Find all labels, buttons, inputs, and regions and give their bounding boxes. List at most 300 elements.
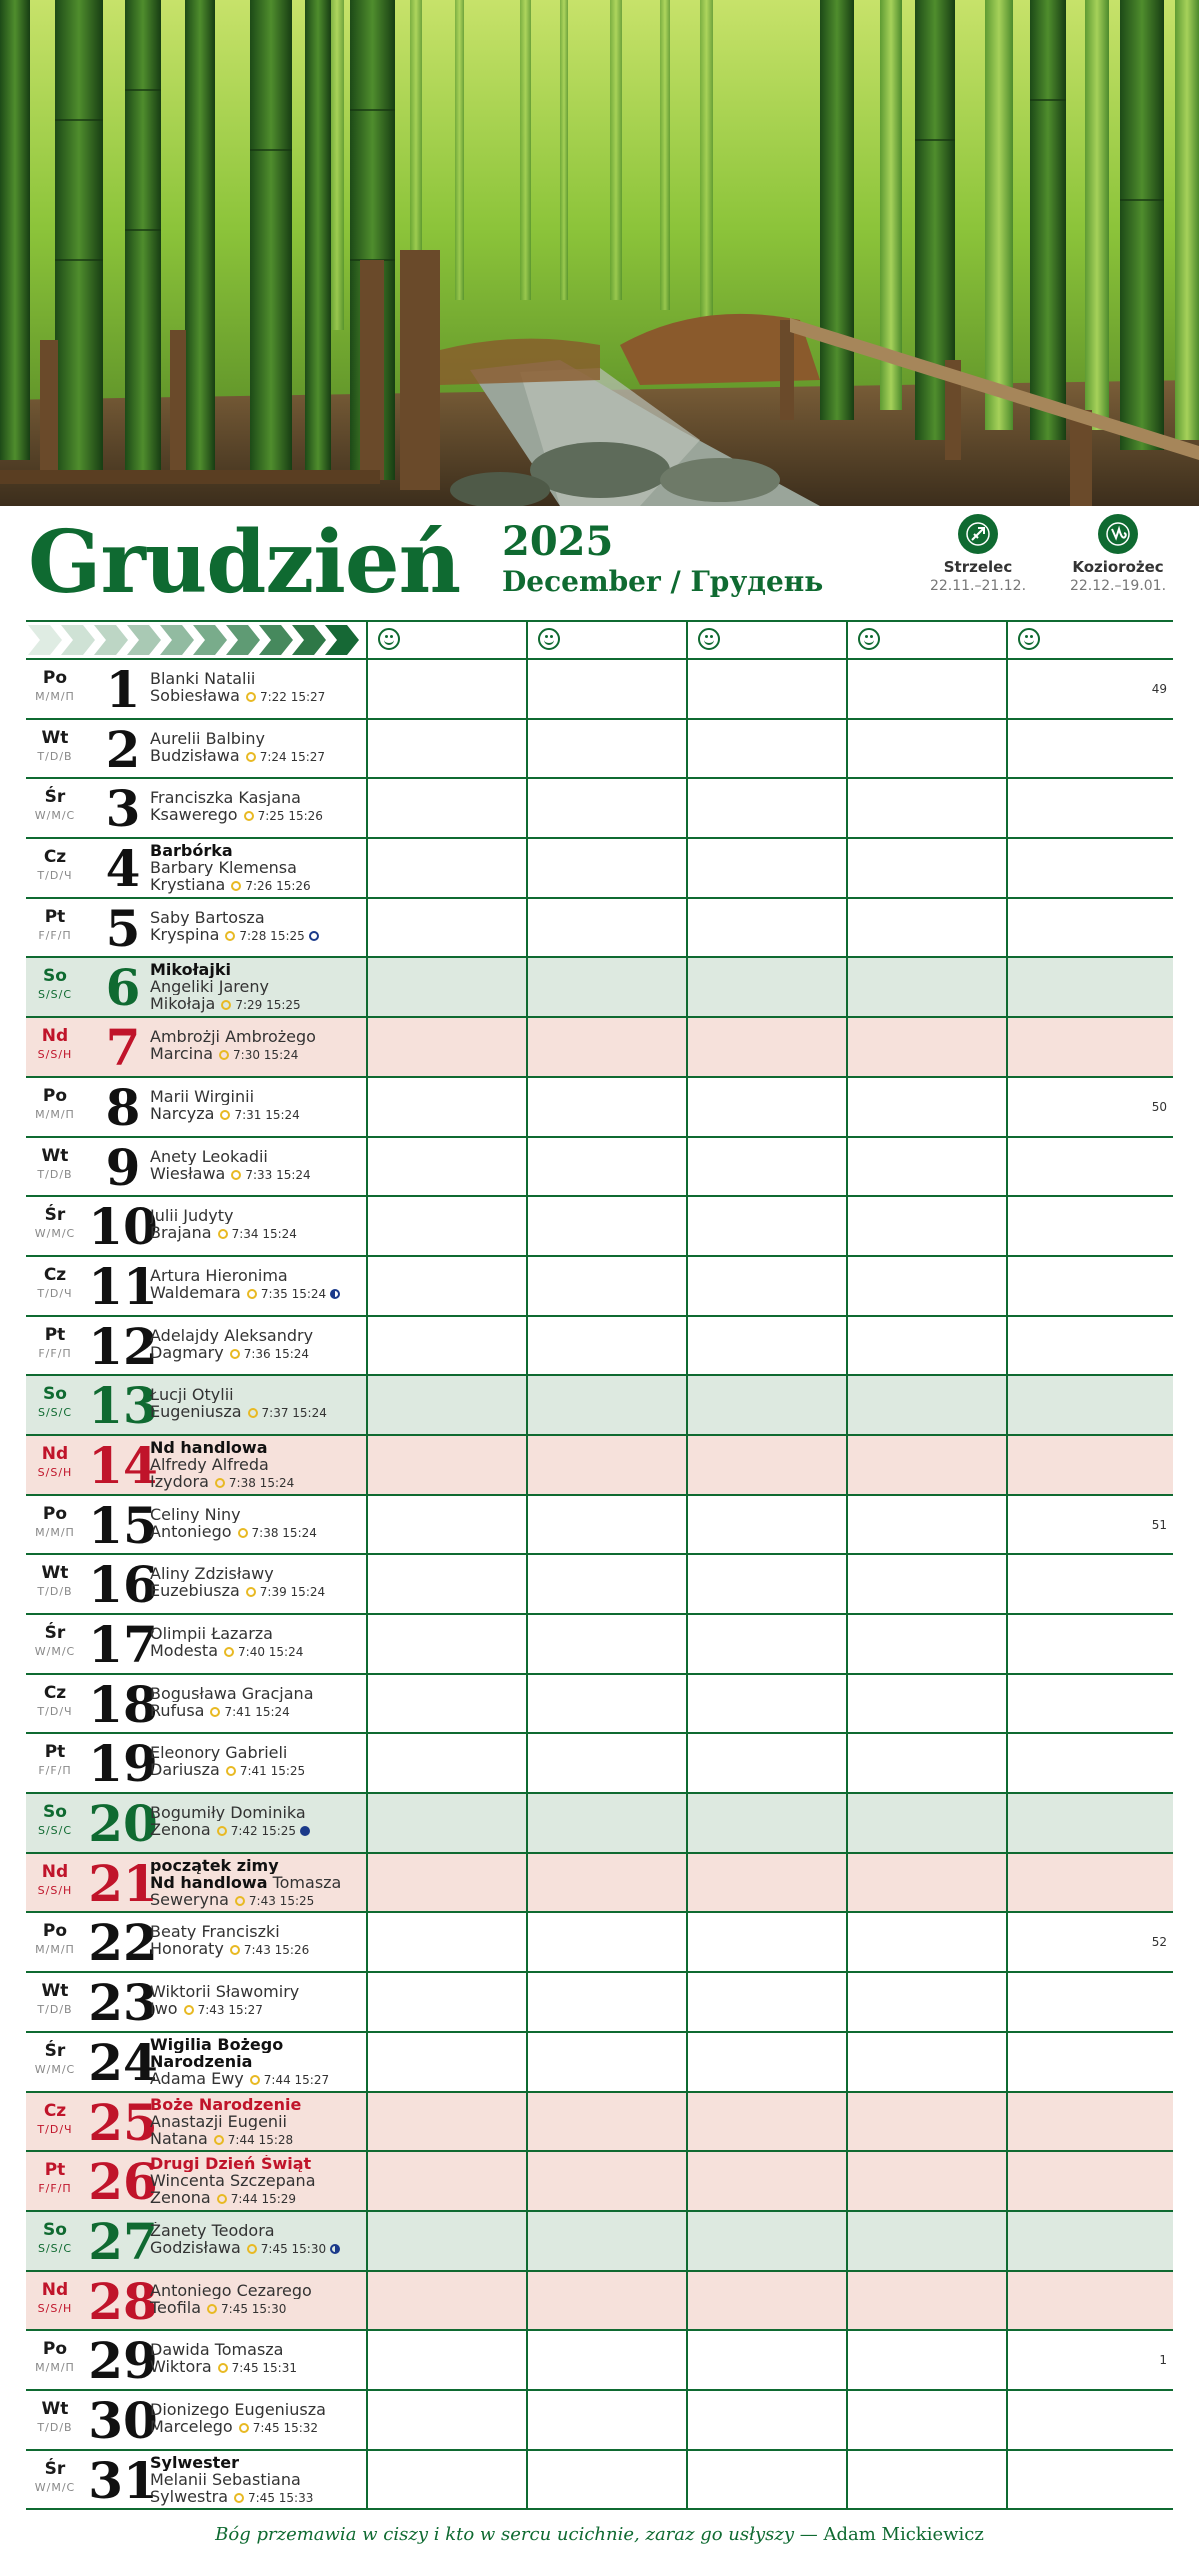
weekday-label xyxy=(32,1682,78,1718)
note-cell[interactable] xyxy=(686,1794,846,1852)
note-cell[interactable] xyxy=(1006,2033,1173,2091)
note-cell[interactable] xyxy=(846,1376,1006,1434)
holiday-label: początek zimy xyxy=(150,1856,279,1874)
note-cell[interactable] xyxy=(1006,1197,1173,1255)
day-row xyxy=(26,2093,1173,2153)
weekday-abbr: So xyxy=(43,1384,67,1405)
chevron-mark xyxy=(325,625,359,655)
note-cell[interactable] xyxy=(366,1734,526,1792)
sun-icon xyxy=(247,2244,257,2254)
note-cell[interactable] xyxy=(686,958,846,1016)
note-cell[interactable] xyxy=(846,2391,1006,2449)
sunrise-sunset-times: 7:22 15:27 xyxy=(259,690,326,704)
note-cell[interactable] xyxy=(846,1078,1006,1136)
note-cell[interactable] xyxy=(846,779,1006,837)
note-cell[interactable] xyxy=(1006,2391,1173,2449)
note-cell[interactable] xyxy=(846,1913,1006,1971)
note-cell[interactable] xyxy=(366,2212,526,2270)
note-cell[interactable] xyxy=(366,1615,526,1673)
note-cell[interactable] xyxy=(686,2033,846,2091)
note-cell[interactable] xyxy=(526,2272,686,2330)
note-cell[interactable] xyxy=(846,1854,1006,1912)
note-cell[interactable] xyxy=(846,1675,1006,1733)
note-cell[interactable] xyxy=(366,660,526,718)
weekday-label xyxy=(32,849,78,881)
note-cell[interactable] xyxy=(1006,1675,1173,1733)
note-cell[interactable] xyxy=(846,1973,1006,2031)
nameday-text xyxy=(150,1744,390,1780)
note-cell[interactable] xyxy=(526,1317,686,1375)
nameday-names: Alfredy Alfreda xyxy=(150,1455,269,1473)
day-number: 2 xyxy=(105,719,141,779)
note-cell[interactable] xyxy=(686,1376,846,1434)
note-cell[interactable] xyxy=(366,779,526,837)
moon-phase-icon xyxy=(330,1289,340,1299)
note-cell[interactable] xyxy=(366,1197,526,1255)
note-cell[interactable] xyxy=(1006,2272,1173,2330)
sun-icon xyxy=(210,1707,220,1717)
note-cell[interactable] xyxy=(1006,1615,1173,1673)
note-cell[interactable] xyxy=(366,958,526,1016)
weekday-label xyxy=(32,2100,78,2136)
weekday-label xyxy=(32,2458,78,2494)
note-cell[interactable] xyxy=(846,2033,1006,2091)
note-cell[interactable] xyxy=(526,2212,686,2270)
sun-icon xyxy=(231,1170,241,1180)
note-cell[interactable] xyxy=(366,2331,526,2389)
day-number: 27 xyxy=(88,2211,158,2271)
nameday-text xyxy=(150,730,390,766)
weekday-translations: S/S/Н xyxy=(37,2301,73,2315)
weekday-label xyxy=(32,670,78,702)
capricorn-icon xyxy=(1098,514,1138,554)
note-cell[interactable] xyxy=(366,1794,526,1852)
note-cell[interactable] xyxy=(526,1436,686,1494)
note-cell[interactable] xyxy=(366,1376,526,1434)
note-cell[interactable] xyxy=(846,2212,1006,2270)
nameday-text xyxy=(150,909,390,945)
nameday-names: Celiny Niny xyxy=(150,1505,241,1523)
sagittarius-icon xyxy=(958,514,998,554)
weekday-translations: T/D/В xyxy=(37,1167,73,1181)
month-header xyxy=(0,506,1199,618)
sunrise-sunset-times: 7:42 15:25 xyxy=(230,1824,297,1839)
note-cell[interactable] xyxy=(366,1257,526,1315)
weekday-label xyxy=(32,789,78,821)
day-number: 26 xyxy=(88,2152,158,2212)
note-cell[interactable] xyxy=(846,1794,1006,1852)
note-cell[interactable] xyxy=(526,1615,686,1673)
nameday-names: Bogumiły Dominika xyxy=(150,1804,306,1822)
weekday-abbr: Śr xyxy=(44,1205,66,1226)
day-row xyxy=(26,660,1173,720)
note-cell[interactable] xyxy=(526,1734,686,1792)
day-number: 8 xyxy=(105,1077,141,1137)
day-number: 6 xyxy=(105,958,141,1018)
nameday-text xyxy=(150,1148,390,1184)
sunrise-sunset-times: 7:41 15:24 xyxy=(224,1704,290,1719)
note-cell[interactable] xyxy=(686,1436,846,1494)
note-cell[interactable] xyxy=(366,1675,526,1733)
note-cell[interactable] xyxy=(846,1197,1006,1255)
column-header xyxy=(846,622,1006,658)
note-cell[interactable] xyxy=(526,1973,686,2031)
note-cell[interactable] xyxy=(366,2451,526,2509)
sun-icon xyxy=(238,1528,248,1538)
note-cell[interactable] xyxy=(526,958,686,1016)
note-cell[interactable] xyxy=(1006,2212,1173,2270)
zodiac-dates: 22.12.–19.01. xyxy=(1069,578,1167,594)
moon-phase-icon xyxy=(300,1826,310,1836)
note-cell[interactable] xyxy=(686,720,846,778)
note-cell[interactable] xyxy=(846,1615,1006,1673)
day-row xyxy=(26,779,1173,839)
day-row xyxy=(26,1555,1173,1615)
nameday-names: Brajana xyxy=(150,1224,212,1243)
nameday-text xyxy=(150,2222,390,2258)
note-cell[interactable] xyxy=(846,1496,1006,1554)
note-cell[interactable] xyxy=(686,2451,846,2509)
holiday-label: Nd handlowa xyxy=(150,1873,268,1891)
note-cell[interactable] xyxy=(686,1973,846,2031)
note-cell[interactable] xyxy=(366,1317,526,1375)
note-cell[interactable] xyxy=(526,1197,686,1255)
note-cell[interactable] xyxy=(1006,899,1173,957)
nameday-names: Seweryna xyxy=(150,1890,229,1909)
note-cell[interactable] xyxy=(846,2152,1006,2210)
note-cell[interactable] xyxy=(846,2451,1006,2509)
note-cell[interactable] xyxy=(1006,1376,1173,1434)
moon-phase-icon xyxy=(330,2244,340,2254)
note-cell[interactable] xyxy=(686,2391,846,2449)
note-cell[interactable] xyxy=(1006,1913,1173,1971)
note-cell[interactable] xyxy=(366,1913,526,1971)
note-cell[interactable] xyxy=(1006,1854,1173,1912)
sun-icon xyxy=(231,881,241,891)
note-cell[interactable] xyxy=(1006,1138,1173,1196)
note-cell[interactable] xyxy=(686,2152,846,2210)
note-cell[interactable] xyxy=(366,1018,526,1076)
day-number: 24 xyxy=(88,2032,158,2092)
note-cell[interactable] xyxy=(686,660,846,718)
nameday-names: Antoniego xyxy=(150,1522,232,1541)
weekday-abbr: Wt xyxy=(41,727,69,748)
chevron-mark xyxy=(160,625,194,655)
note-cell[interactable] xyxy=(366,1854,526,1912)
sunrise-sunset-times: 7:34 15:24 xyxy=(231,1227,297,1242)
note-cell[interactable] xyxy=(366,720,526,778)
note-cell[interactable] xyxy=(526,1913,686,1971)
note-cell[interactable] xyxy=(686,1078,846,1136)
sunrise-sunset-times: 7:30 15:24 xyxy=(233,1048,299,1063)
nameday-names: Izydora xyxy=(150,1472,209,1491)
nameday-names: Julii Judyty xyxy=(150,1207,234,1225)
note-cell[interactable] xyxy=(686,1018,846,1076)
note-cell[interactable] xyxy=(526,1854,686,1912)
note-cell[interactable] xyxy=(1006,1436,1173,1494)
note-cell[interactable] xyxy=(846,839,1006,897)
chevron-mark xyxy=(226,625,260,655)
note-cell[interactable] xyxy=(686,2331,846,2389)
note-cell[interactable] xyxy=(846,1138,1006,1196)
note-cell[interactable] xyxy=(846,899,1006,957)
note-cell[interactable] xyxy=(526,660,686,718)
weekday-abbr: Nd xyxy=(41,1026,69,1047)
note-cell[interactable] xyxy=(686,899,846,957)
note-cell[interactable] xyxy=(686,839,846,897)
note-cell[interactable] xyxy=(1006,1496,1173,1554)
note-cell[interactable] xyxy=(366,1496,526,1554)
note-cell[interactable] xyxy=(1006,779,1173,837)
note-cell[interactable] xyxy=(526,1496,686,1554)
note-cell[interactable] xyxy=(1006,958,1173,1016)
weekday-abbr: So xyxy=(43,966,67,987)
note-cell[interactable] xyxy=(366,1555,526,1613)
note-cell[interactable] xyxy=(686,1138,846,1196)
note-cell[interactable] xyxy=(1006,839,1173,897)
weekday-translations: F/F/П xyxy=(38,1346,72,1360)
note-cell[interactable] xyxy=(686,2272,846,2330)
day-number: 19 xyxy=(88,1734,158,1794)
sun-icon xyxy=(246,692,256,702)
nameday-names: Zenona xyxy=(150,1821,211,1840)
note-cell[interactable] xyxy=(366,1436,526,1494)
note-cell[interactable] xyxy=(526,899,686,957)
note-cell[interactable] xyxy=(686,1555,846,1613)
note-cell[interactable] xyxy=(526,1138,686,1196)
nameday-names: Teofila xyxy=(150,2298,202,2317)
note-cell[interactable] xyxy=(686,1257,846,1315)
nameday-names: Marcina xyxy=(150,1045,214,1064)
note-cell[interactable] xyxy=(526,1376,686,1434)
nameday-text xyxy=(150,1386,390,1422)
sun-icon xyxy=(214,2135,224,2145)
note-cell[interactable] xyxy=(846,1555,1006,1613)
day-number: 22 xyxy=(88,1913,158,1973)
note-cell[interactable] xyxy=(1006,2093,1173,2151)
note-cell[interactable] xyxy=(526,720,686,778)
day-number: 30 xyxy=(88,2390,158,2450)
nameday-names: Franciszka Kasjana xyxy=(150,789,301,807)
nameday-names: Ambrożji Ambrożego xyxy=(150,1028,316,1046)
weekday-abbr: So xyxy=(43,2219,67,2240)
nameday-names: Bogusława Gracjana xyxy=(150,1684,314,1702)
weekday-label xyxy=(32,1861,78,1897)
note-cell[interactable] xyxy=(846,1734,1006,1792)
note-cell[interactable] xyxy=(526,1018,686,1076)
note-cell[interactable] xyxy=(1006,1257,1173,1315)
nameday-text xyxy=(150,1028,390,1064)
day-row xyxy=(26,2152,1173,2212)
nameday-names: Łucji Otylii xyxy=(150,1386,234,1404)
note-cell[interactable] xyxy=(366,839,526,897)
note-cell[interactable] xyxy=(526,2152,686,2210)
day-number: 17 xyxy=(88,1615,158,1674)
weekday-translations: T/D/В xyxy=(37,1585,73,1599)
sunrise-sunset-times: 7:37 15:24 xyxy=(261,1406,327,1421)
note-cell[interactable] xyxy=(366,2093,526,2151)
note-cell[interactable] xyxy=(1006,1973,1173,2031)
note-cell[interactable] xyxy=(366,2152,526,2210)
note-cell[interactable] xyxy=(1006,720,1173,778)
nameday-text xyxy=(150,961,390,1014)
weekday-label xyxy=(32,1085,78,1121)
note-cell[interactable] xyxy=(686,1496,846,1554)
note-cell[interactable] xyxy=(846,660,1006,718)
weekday-translations: M/M/П xyxy=(35,1943,75,1957)
note-cell[interactable] xyxy=(526,1675,686,1733)
nameday-text xyxy=(150,2454,390,2507)
day-number: 7 xyxy=(105,1018,141,1078)
weekday-label xyxy=(32,727,78,763)
chevron-mark xyxy=(94,625,128,655)
weekday-label xyxy=(32,2219,78,2255)
note-cell[interactable] xyxy=(1006,2152,1173,2210)
weekday-abbr: Wt xyxy=(41,1145,69,1166)
nameday-names: Blanki Natalii xyxy=(150,670,256,687)
note-cell[interactable] xyxy=(526,1794,686,1852)
weekday-translations: F/F/П xyxy=(38,1764,72,1778)
note-cell[interactable] xyxy=(846,2093,1006,2151)
nameday-text xyxy=(150,1327,390,1363)
note-cell[interactable] xyxy=(366,2033,526,2091)
nameday-names: Dagmary xyxy=(150,1343,224,1362)
zodiac-capricorn xyxy=(1058,514,1178,593)
nameday-names: Marcelego xyxy=(150,2417,233,2436)
note-cell[interactable] xyxy=(526,779,686,837)
note-cell[interactable] xyxy=(526,1555,686,1613)
bamboo-forest-photo xyxy=(0,0,1199,506)
note-cell[interactable] xyxy=(526,839,686,897)
note-cell[interactable] xyxy=(686,1913,846,1971)
nameday-names: Godzisława xyxy=(150,2238,241,2257)
smiley-icon xyxy=(858,628,880,650)
quote-text: Bóg przemawia w ciszy i kto w sercu ucichnie, zaraz go usłyszy — xyxy=(215,2524,824,2545)
weekday-translations: T/D/Ч xyxy=(37,1286,73,1300)
note-cell[interactable] xyxy=(526,1078,686,1136)
note-cell[interactable] xyxy=(366,1138,526,1196)
note-cell[interactable] xyxy=(526,2331,686,2389)
month-title-polish: Grudzień xyxy=(28,512,461,613)
note-cell[interactable] xyxy=(366,899,526,957)
note-cell[interactable] xyxy=(526,2391,686,2449)
weekday-translations: T/D/Ч xyxy=(37,1704,73,1718)
note-cell[interactable] xyxy=(366,1973,526,2031)
note-cell[interactable] xyxy=(1006,1078,1173,1136)
weekday-abbr: Pt xyxy=(44,1324,66,1345)
day-number: 16 xyxy=(88,1555,158,1615)
day-row xyxy=(26,1794,1173,1854)
note-cell[interactable] xyxy=(846,1018,1006,1076)
weekday-translations: T/D/В xyxy=(37,2420,73,2434)
sun-icon xyxy=(219,1050,229,1060)
nameday-text xyxy=(150,1565,390,1601)
weekday-abbr: Nd xyxy=(41,1443,69,1464)
note-cell[interactable] xyxy=(366,1078,526,1136)
note-cell[interactable] xyxy=(526,2093,686,2151)
note-cell[interactable] xyxy=(1006,660,1173,718)
note-cell[interactable] xyxy=(526,2451,686,2509)
weekday-translations: M/M/П xyxy=(35,2361,75,2375)
note-cell[interactable] xyxy=(846,958,1006,1016)
sun-icon xyxy=(250,2075,260,2085)
note-cell[interactable] xyxy=(686,1734,846,1792)
note-cell[interactable] xyxy=(1006,1018,1173,1076)
note-cell[interactable] xyxy=(1006,2331,1173,2389)
nameday-text xyxy=(150,670,390,706)
note-cell[interactable] xyxy=(526,1257,686,1315)
note-cell[interactable] xyxy=(846,1317,1006,1375)
holiday-label: Nd handlowa xyxy=(150,1438,268,1456)
note-cell[interactable] xyxy=(366,2391,526,2449)
nameday-names: Antoniego Cezarego xyxy=(150,2281,312,2299)
note-cell[interactable] xyxy=(366,2272,526,2330)
note-cell[interactable] xyxy=(846,2331,1006,2389)
note-cell[interactable] xyxy=(1006,1317,1173,1375)
nameday-names: Sylwestra xyxy=(150,2487,228,2506)
note-cell[interactable] xyxy=(686,1197,846,1255)
day-row xyxy=(26,2272,1173,2332)
weekday-abbr: So xyxy=(43,1802,67,1823)
weekday-translations: M/M/П xyxy=(35,1525,75,1539)
sunrise-sunset-times: 7:45 15:30 xyxy=(260,2241,327,2256)
nameday-names: Marii Wirginii xyxy=(150,1087,255,1105)
weekday-abbr: Wt xyxy=(41,1981,69,2002)
nameday-text xyxy=(150,1804,390,1840)
nameday-text xyxy=(150,1983,390,2019)
sunrise-sunset-times: 7:29 15:25 xyxy=(235,998,301,1013)
note-cell[interactable] xyxy=(686,1854,846,1912)
sun-icon xyxy=(207,2304,217,2314)
note-cell[interactable] xyxy=(526,2033,686,2091)
note-cell[interactable] xyxy=(1006,1555,1173,1613)
nameday-text xyxy=(150,789,390,825)
weekday-translations: S/S/С xyxy=(37,2241,73,2255)
weekday-label xyxy=(32,1324,78,1360)
column-header xyxy=(526,622,686,658)
note-cell[interactable] xyxy=(686,1317,846,1375)
day-row xyxy=(26,1496,1173,1556)
note-cell[interactable] xyxy=(846,2272,1006,2330)
weekday-abbr: Po xyxy=(42,1085,68,1106)
day-row xyxy=(26,1973,1173,2033)
note-cell[interactable] xyxy=(686,2093,846,2151)
note-cell[interactable] xyxy=(1006,2451,1173,2509)
nameday-names: Artura Hieronima xyxy=(150,1266,288,1284)
note-cell[interactable] xyxy=(686,2212,846,2270)
weekday-translations: M/M/П xyxy=(35,1107,75,1121)
nameday-text xyxy=(150,842,390,895)
note-cell[interactable] xyxy=(686,1675,846,1733)
note-cell[interactable] xyxy=(686,779,846,837)
day-number: 3 xyxy=(105,779,141,839)
note-cell[interactable] xyxy=(686,1615,846,1673)
weekday-label xyxy=(32,1028,78,1060)
day-row xyxy=(26,1376,1173,1436)
weekday-label xyxy=(32,2341,78,2373)
note-cell[interactable] xyxy=(1006,1794,1173,1852)
sunrise-sunset-times: 7:26 15:26 xyxy=(245,879,311,894)
note-cell[interactable] xyxy=(846,1257,1006,1315)
holiday-label: Boże Narodzenie xyxy=(150,2095,302,2113)
note-cell[interactable] xyxy=(1006,1734,1173,1792)
sunrise-sunset-times: 7:25 15:26 xyxy=(257,809,323,824)
weekday-translations: T/D/В xyxy=(37,749,73,763)
weekday-abbr: Wt xyxy=(41,1563,69,1584)
note-cell[interactable] xyxy=(846,1436,1006,1494)
sun-icon xyxy=(230,1945,240,1955)
note-cell[interactable] xyxy=(846,720,1006,778)
